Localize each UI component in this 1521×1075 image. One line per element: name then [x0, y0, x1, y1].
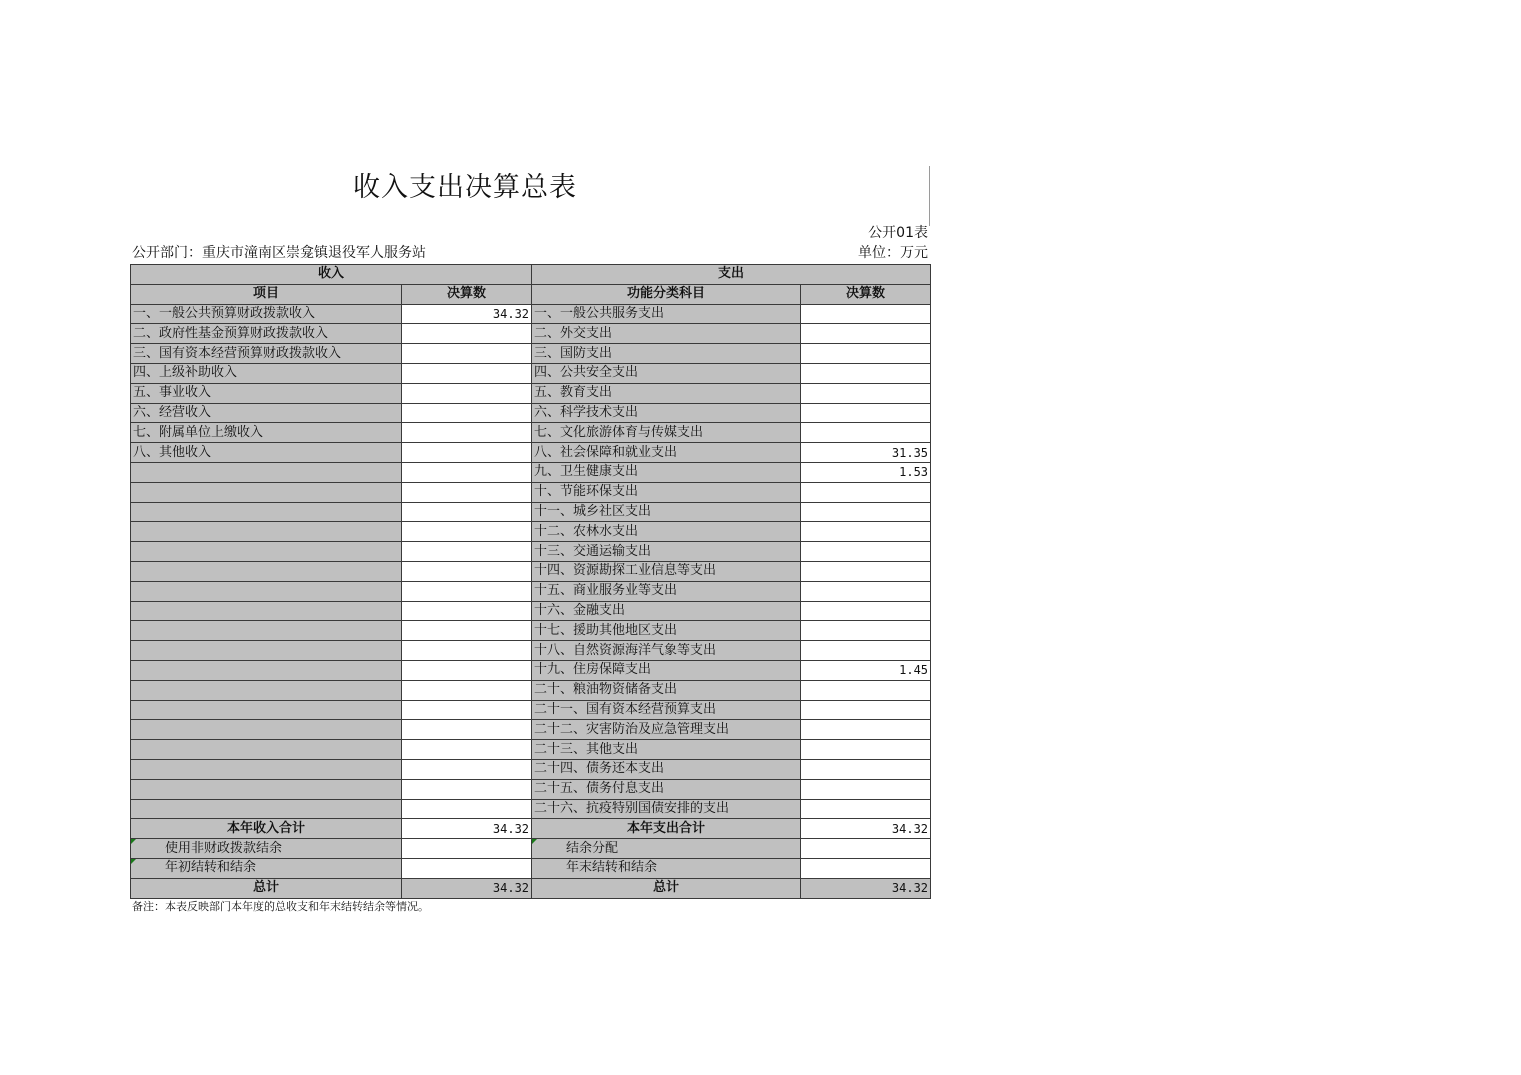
table-row — [131, 720, 931, 740]
table-row — [131, 363, 931, 383]
table-row — [131, 304, 931, 324]
income-amount-cell — [402, 641, 532, 661]
income-amount-cell — [402, 621, 532, 641]
income-amount-cell — [402, 443, 532, 463]
income-amount-cell — [402, 542, 532, 562]
income-amount-cell — [402, 660, 532, 680]
income-item-cell: 一、一般公共预算财政拨款收入 — [131, 304, 402, 324]
expense-amount-cell — [801, 740, 931, 760]
expense-item-cell: 八、社会保障和就业支出 — [532, 443, 801, 463]
column-header-row — [131, 284, 931, 304]
year-expense-total-label: 本年支出合计 — [532, 819, 801, 839]
income-item-cell: 五、事业收入 — [131, 383, 402, 403]
income-item-cell — [131, 799, 402, 819]
expense-item-cell: 十四、资源勘探工业信息等支出 — [532, 561, 801, 581]
unit-label: 单位：万元 — [858, 245, 928, 261]
grand-total-label-2: 总计 — [532, 878, 801, 898]
expense-item-cell: 十一、城乡社区支出 — [532, 502, 801, 522]
income-amount-cell — [402, 601, 532, 621]
income-amount-cell — [402, 779, 532, 799]
expense-amount-cell — [801, 363, 931, 383]
expense-item-cell: 二、外交支出 — [532, 324, 801, 344]
income-item-cell — [131, 700, 402, 720]
income-item-cell — [131, 740, 402, 760]
income-amount-cell — [402, 561, 532, 581]
expense-amount-cell — [801, 383, 931, 403]
expense-amount-cell — [801, 601, 931, 621]
closing-balance-label: 年末结转和结余 — [532, 858, 801, 878]
expense-amount-cell — [801, 344, 931, 364]
expense-item-cell: 二十五、债务付息支出 — [532, 779, 801, 799]
expense-item-cell: 十七、援助其他地区支出 — [532, 621, 801, 641]
expense-item-cell: 四、公共安全支出 — [532, 363, 801, 383]
year-income-total-value: 34.32 — [402, 819, 532, 839]
col-header-amount-2: 决算数 — [801, 284, 931, 304]
expense-amount-cell — [801, 502, 931, 522]
income-item-cell — [131, 482, 402, 502]
income-amount-cell — [402, 680, 532, 700]
income-item-cell: 七、附属单位上缴收入 — [131, 423, 402, 443]
table-row — [131, 680, 931, 700]
table-row — [131, 700, 931, 720]
col-header-function: 功能分类科目 — [532, 284, 801, 304]
expense-amount-cell — [801, 720, 931, 740]
income-amount-cell — [402, 363, 532, 383]
income-amount-cell: 34.32 — [402, 304, 532, 324]
income-amount-cell — [402, 482, 532, 502]
income-item-cell — [131, 779, 402, 799]
expense-amount-cell — [801, 522, 931, 542]
page-divider-line — [929, 166, 930, 226]
footnote: 备注：本表反映部门本年度的总收支和年末结转结余等情况。 — [132, 900, 429, 913]
table-row — [131, 641, 931, 661]
balance-row-1 — [131, 839, 931, 859]
balance-row-2 — [131, 858, 931, 878]
income-item-cell — [131, 720, 402, 740]
balance-distribution-label: 结余分配 — [532, 839, 801, 859]
table-row — [131, 799, 931, 819]
table-row — [131, 482, 931, 502]
income-item-cell — [131, 601, 402, 621]
col-header-item: 项目 — [131, 284, 402, 304]
income-amount-cell — [402, 462, 532, 482]
income-item-cell: 六、经营收入 — [131, 403, 402, 423]
income-expense-table — [130, 264, 931, 899]
section-header-row — [131, 265, 931, 285]
income-amount-cell — [402, 581, 532, 601]
expense-item-cell: 二十、粮油物资储备支出 — [532, 680, 801, 700]
table-row — [131, 423, 931, 443]
expense-amount-cell — [801, 641, 931, 661]
table-row — [131, 740, 931, 760]
income-amount-cell — [402, 522, 532, 542]
income-item-cell — [131, 581, 402, 601]
expense-item-cell: 二十四、债务还本支出 — [532, 759, 801, 779]
expense-amount-cell — [801, 799, 931, 819]
income-amount-cell — [402, 324, 532, 344]
table-row — [131, 561, 931, 581]
expense-amount-cell — [801, 779, 931, 799]
table-row — [131, 462, 931, 482]
expense-grand-total-value: 34.32 — [801, 878, 931, 898]
table-row — [131, 621, 931, 641]
expense-item-cell: 一、一般公共服务支出 — [532, 304, 801, 324]
income-amount-cell — [402, 700, 532, 720]
opening-balance-label: 年初结转和结余 — [131, 858, 402, 878]
income-item-cell — [131, 502, 402, 522]
income-item-cell — [131, 759, 402, 779]
expense-amount-cell — [801, 700, 931, 720]
table-row — [131, 344, 931, 364]
table-row — [131, 502, 931, 522]
expense-amount-cell: 31.35 — [801, 443, 931, 463]
expense-item-cell: 七、文化旅游体育与传媒支出 — [532, 423, 801, 443]
expense-item-cell: 三、国防支出 — [532, 344, 801, 364]
col-header-amount: 决算数 — [402, 284, 532, 304]
expense-amount-cell — [801, 621, 931, 641]
income-item-cell — [131, 621, 402, 641]
expense-amount-cell — [801, 423, 931, 443]
table-row — [131, 660, 931, 680]
non-fiscal-balance-label: 使用非财政拨款结余 — [131, 839, 402, 859]
income-item-cell — [131, 522, 402, 542]
department-label: 公开部门：重庆市潼南区崇龛镇退役军人服务站 — [132, 245, 426, 261]
income-amount-cell — [402, 344, 532, 364]
expense-amount-cell — [801, 581, 931, 601]
expense-amount-cell — [801, 542, 931, 562]
expense-item-cell: 二十六、抗疫特别国债安排的支出 — [532, 799, 801, 819]
year-expense-total-value: 34.32 — [801, 819, 931, 839]
expense-item-cell: 二十二、灾害防治及应急管理支出 — [532, 720, 801, 740]
expense-item-cell: 六、科学技术支出 — [532, 403, 801, 423]
income-amount-cell — [402, 720, 532, 740]
income-item-cell — [131, 542, 402, 562]
income-amount-cell — [402, 799, 532, 819]
expense-amount-cell — [801, 561, 931, 581]
expense-amount-cell — [801, 482, 931, 502]
income-item-cell — [131, 561, 402, 581]
year-income-total-label: 本年收入合计 — [131, 819, 402, 839]
income-item-cell: 三、国有资本经营预算财政拨款收入 — [131, 344, 402, 364]
expense-section-header: 支出 — [532, 265, 931, 285]
table-row — [131, 601, 931, 621]
table-row — [131, 403, 931, 423]
income-item-cell: 四、上级补助收入 — [131, 363, 402, 383]
table-row — [131, 522, 931, 542]
income-amount-cell — [402, 423, 532, 443]
income-item-cell — [131, 462, 402, 482]
expense-item-cell: 十八、自然资源海洋气象等支出 — [532, 641, 801, 661]
expense-item-cell: 二十一、国有资本经营预算支出 — [532, 700, 801, 720]
income-amount-cell — [402, 502, 532, 522]
form-number: 公开01表 — [868, 225, 928, 241]
expense-item-cell: 十六、金融支出 — [532, 601, 801, 621]
expense-item-cell: 十、节能环保支出 — [532, 482, 801, 502]
closing-balance-value — [801, 858, 931, 878]
expense-amount-cell: 1.45 — [801, 660, 931, 680]
non-fiscal-balance-value — [402, 839, 532, 859]
income-item-cell: 八、其他收入 — [131, 443, 402, 463]
income-item-cell — [131, 680, 402, 700]
expense-amount-cell — [801, 304, 931, 324]
income-amount-cell — [402, 403, 532, 423]
table-row — [131, 759, 931, 779]
table-row — [131, 443, 931, 463]
income-item-cell — [131, 641, 402, 661]
balance-distribution-value — [801, 839, 931, 859]
income-item-cell — [131, 660, 402, 680]
table-row — [131, 779, 931, 799]
table-row — [131, 383, 931, 403]
table-row — [131, 542, 931, 562]
expense-item-cell: 二十三、其他支出 — [532, 740, 801, 760]
expense-amount-cell: 1.53 — [801, 462, 931, 482]
expense-item-cell: 五、教育支出 — [532, 383, 801, 403]
expense-amount-cell — [801, 324, 931, 344]
report-title: 收入支出决算总表 — [353, 172, 577, 203]
expense-item-cell: 十三、交通运输支出 — [532, 542, 801, 562]
income-grand-total-value: 34.32 — [402, 878, 532, 898]
opening-balance-value — [402, 858, 532, 878]
income-item-cell: 二、政府性基金预算财政拨款收入 — [131, 324, 402, 344]
grand-total-label: 总计 — [131, 878, 402, 898]
table-row — [131, 324, 931, 344]
income-amount-cell — [402, 759, 532, 779]
expense-item-cell: 十二、农林水支出 — [532, 522, 801, 542]
expense-amount-cell — [801, 403, 931, 423]
expense-item-cell: 十五、商业服务业等支出 — [532, 581, 801, 601]
expense-item-cell: 九、卫生健康支出 — [532, 462, 801, 482]
year-total-row — [131, 819, 931, 839]
expense-amount-cell — [801, 680, 931, 700]
expense-amount-cell — [801, 759, 931, 779]
income-amount-cell — [402, 740, 532, 760]
expense-item-cell: 十九、住房保障支出 — [532, 660, 801, 680]
table-row — [131, 581, 931, 601]
income-amount-cell — [402, 383, 532, 403]
grand-total-row — [131, 878, 931, 898]
income-section-header: 收入 — [131, 265, 532, 285]
table-body — [131, 304, 931, 819]
